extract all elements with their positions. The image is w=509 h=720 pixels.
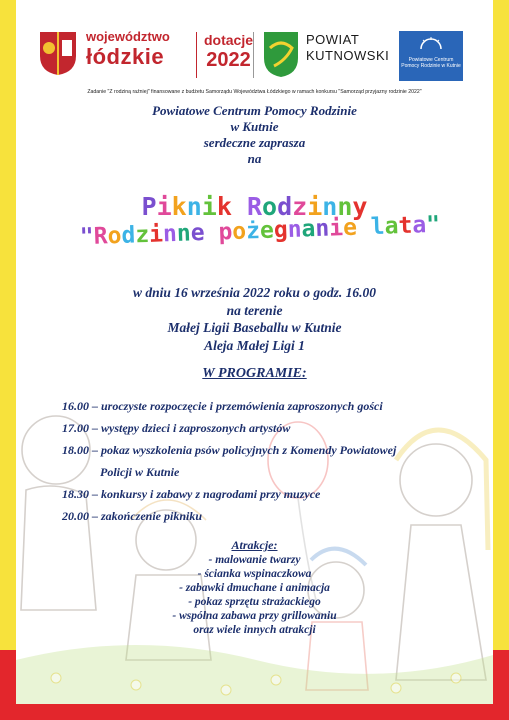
program-item: 16.00 – uroczyste rozpoczęcie i przemówienia zaproszonych gości: [62, 399, 383, 413]
kutno-county-logo: [306, 32, 389, 64]
invitation-phrase: serdeczne zaprasza: [203, 135, 306, 150]
grant-label: dotacje: [204, 32, 254, 48]
attraction-item: - ścianka wspinaczkowa: [197, 568, 312, 580]
program-item: 20.00 – zakończenie pikniku: [62, 509, 203, 523]
logo-divider: [253, 32, 254, 78]
invitation-preposition: na: [247, 151, 262, 166]
grass: [16, 645, 493, 704]
organizer-name: Powiatowe Centrum Pomocy Rodzinie: [152, 103, 357, 118]
organizer-invitation: [16, 103, 493, 167]
program-item: 17.00 – występy dzieci i zaproszonych artystów: [62, 421, 291, 435]
attractions-heading: Atrakcje:: [231, 538, 278, 552]
event-venue: Małej Ligii Baseballu w Kutnie: [167, 320, 342, 335]
grant-year: 2022: [206, 49, 251, 71]
attraction-item: - pokaz sprzętu strażackiego: [188, 596, 321, 608]
attraction-item: - malowanie twarzy: [208, 554, 301, 566]
attraction-item: - zabawki dmuchane i animacja: [179, 582, 330, 594]
program-list: [62, 395, 462, 527]
lodzkie-voivodeship-logo: [86, 30, 194, 80]
county-name: KUTNOWSKI: [306, 48, 390, 63]
attraction-item: - wspólna zabawa przy grillowaniu: [172, 610, 337, 622]
funding-note: Zadanie "Z rodziną raźniej" finansowane z budżetu Samorządu Województwa Łódzkiego w ramach konkursu "Samorząd przyjazny rodzinie 2022": [87, 89, 422, 95]
event-location-intro: na terenie: [226, 302, 283, 318]
attractions-list: [16, 553, 493, 637]
pcpr-logo-text: Powiatowe Centrum Pomocy Rodzinie w Kutnie: [401, 57, 461, 69]
event-title: Piknik Rodzinny: [141, 192, 368, 221]
county-label: POWIAT: [306, 32, 360, 47]
daisy: [51, 673, 61, 683]
event-subtitle: "Rodzinne pożegnanie lata": [79, 211, 441, 251]
lodzkie-crest-icon: [38, 30, 78, 76]
program-item: 18.00 – pokaz wyszkolenia psów policyjnych z Komendy Powiatowej: [62, 443, 397, 457]
program-item: 18.30 – konkursy i zabawy z nagrodami przy muzyce: [62, 487, 321, 501]
pcpr-logo: [399, 31, 463, 81]
attraction-item: oraz wiele innych atrakcji: [193, 624, 316, 636]
event-date-time: w dniu 16 września 2022 roku o godz. 16.00: [132, 285, 377, 300]
grant-logo: [204, 32, 253, 72]
voivodeship-name: łódzkie: [86, 44, 165, 69]
program-heading: W PROGRAMIE:: [202, 366, 307, 381]
program-item-continuation: Policji w Kutnie: [100, 465, 180, 479]
kutno-county-crest-icon: [262, 30, 300, 78]
logo-divider: [196, 32, 197, 78]
event-details: [16, 284, 493, 354]
organizer-city: w Kutnie: [230, 119, 279, 134]
event-address: Aleja Małej Ligi 1: [204, 337, 305, 353]
sunrise-icon: [419, 37, 443, 49]
sponsor-logos-bar: [16, 18, 493, 86]
voivodeship-label: województwo: [86, 29, 170, 44]
